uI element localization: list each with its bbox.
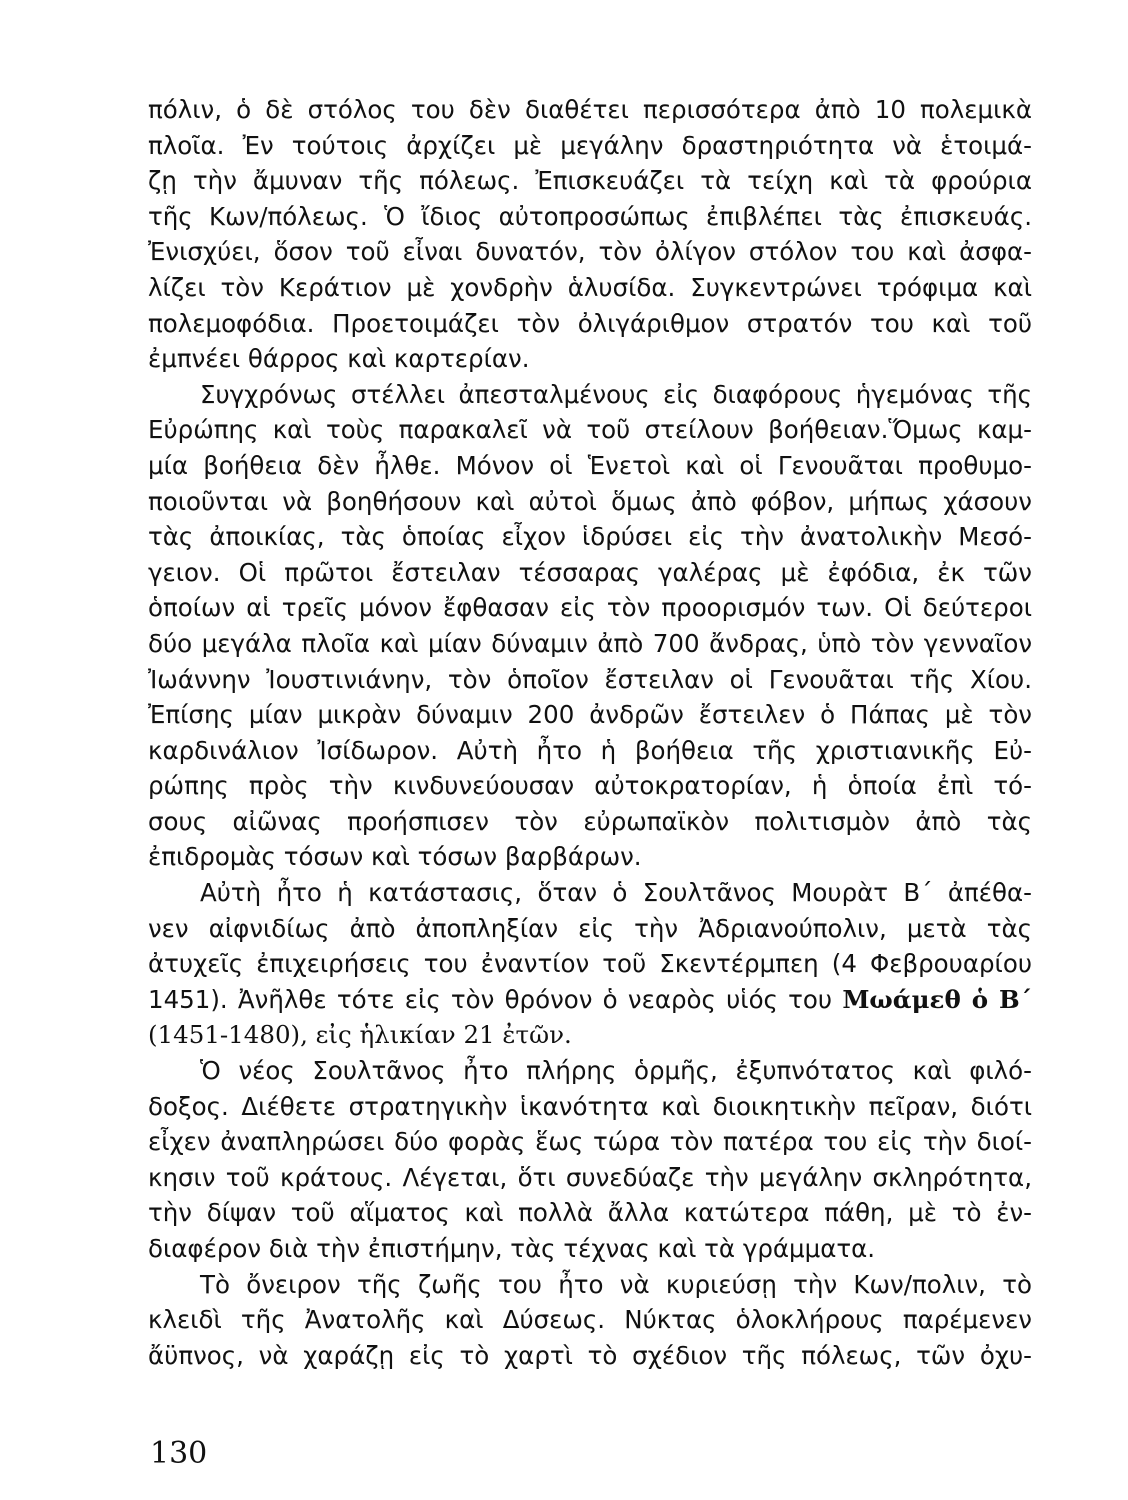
text-line: γειον. Οἱ πρῶτοι ἔστειλαν τέσσαρας γαλέρας μὲ ἐφόδια, ἐκ τῶν [148,557,1032,587]
text-line: δύο μεγάλα πλοῖα καὶ μίαν δύναμιν ἀπὸ 700 ἄνδρας, ὑπὸ τὸν γενναῖον [148,628,1032,658]
text-line: ποιοῦνται νὰ βοηθήσουν καὶ αὐτοὶ ὅμως ἀπὸ φόβον, μήπως χάσουν [148,486,1032,516]
text-line: καρδινάλιον Ἰσίδωρον. Αὐτὴ ἦτο ἡ βοήθεια τῆς χριστιανικῆς Εὐ- [148,735,1032,765]
text-line: τὰς ἀποικίας, τὰς ὁποίας εἶχον ἱδρύσει εἰς τὴν ἀνατολικὴν Μεσό- [148,522,1032,552]
text-line: πόλιν, ὁ δὲ στόλος του δὲν διαθέτει περισσότερα ἀπὸ 10 πολεμικὰ [148,95,1032,124]
text-line: ἄϋπνος, νὰ χαράζῃ εἰς τὸ χαρτὶ τὸ σχέδιον τῆς πόλεως, τῶν ὀχυ- [148,1340,1032,1370]
text-line: Συγχρόνως στέλλει ἀπεσταλμένους εἰς διαφόρους ἡγεμόνας τῆς [200,379,1032,409]
text-line: Ἐπίσης μίαν μικρὰν δύναμιν 200 ἀνδρῶν ἔστειλεν ὁ Πάπας μὲ τὸν [148,700,1032,730]
text-line: ἐπιδρομὰς τόσων καὶ τόσων βαρβάρων. [148,842,642,872]
text-line: Τὸ ὄνειρον τῆς ζωῆς του ἦτο νὰ κυριεύσῃ τὴν Κων/πολιν, τὸ [200,1269,1032,1299]
text-line: ἐμπνέει θάρρος καὶ καρτερίαν. [148,344,530,374]
text-line: μία βοήθεια δὲν ἦλθε. Μόνον οἱ Ἑνετοὶ καὶ οἱ Γενουᾶται προθυμο- [148,450,1032,480]
text-line: σους αἰῶνας προήσπισεν τὸν εὐρωπαϊκὸν πολιτισμὸν ἀπὸ τὰς [148,806,1032,836]
text-line: κησιν τοῦ κράτους. Λέγεται, ὅτι συνεδύαζε τὴν μεγάλην σκληρότητα, [148,1162,1032,1192]
text-line: εἶχεν ἀναπληρώσει δύο φορὰς ἕως τώρα τὸν πατέρα του εἰς τὴν διοί- [148,1127,1032,1157]
text-line: Ὁ νέος Σουλτᾶνος ἦτο πλήρης ὁρμῆς, ἐξυπνότατος καὶ φιλό- [200,1056,1032,1086]
text-line: δοξος. Διέθετε στρατηγικὴν ἱκανότητα καὶ διοικητικὴν πεῖραν, διότι [148,1091,1032,1121]
page-text [148,92,1032,1373]
text-line: πολεμοφόδια. Προετοιμάζει τὸν ὀλιγάριθμον στρατόν του καὶ τοῦ [148,308,1032,338]
text-line-with-name [148,982,1032,1018]
text-line: ἀτυχεῖς ἐπιχειρήσεις του ἐναντίον τοῦ Σκεντέρμπεη (4 Φεβρουαρίου [148,949,1032,979]
text-line: ζῃ τὴν ἄμυναν τῆς πόλεως. Ἐπισκευάζει τὰ τείχη καὶ τὰ φρούρια [148,166,1032,196]
text-line: κλειδὶ τῆς Ἀνατολῆς καὶ Δύσεως. Νύκτας ὁλοκλήρους παρέμενεν [148,1305,1032,1335]
page-number: 130 [150,1436,208,1471]
text-line: νεν αἰφνιδίως ἀπὸ ἀποπληξίαν εἰς τὴν Ἀδριανούπολιν, μετὰ τὰς [148,913,1032,943]
text-line: Ἰωάννην Ἰουστινιάνην, τὸν ὁποῖον ἔστειλαν οἱ Γενουᾶται τῆς Χίου. [148,664,1032,694]
text-line: ρώπης πρὸς τὴν κινδυνεύουσαν αὐτοκρατορίαν, ἡ ὁποία ἐπὶ τό- [148,771,1032,801]
text-line: Εὐρώπης καὶ τοὺς παρακαλεῖ νὰ τοῦ στείλουν βοήθειαν.Ὅμως καμ- [148,415,1032,445]
text-line: τὴν δίψαν τοῦ αἵματος καὶ πολλὰ ἄλλα κατώτερα πάθη, μὲ τὸ ἐν- [148,1198,1032,1228]
text-line: πλοῖα. Ἐν τούτοις ἀρχίζει μὲ μεγάλην δραστηριότητα νὰ ἑτοιμά- [148,130,1032,160]
sultan-name: Μωάμεθ ὁ Β΄ [842,984,1033,1014]
text-line: 1451). Ἀνῆλθε τότε εἰς τὸν θρόνον ὁ νεαρὸς υἱός του [148,984,833,1014]
text-line: διαφέρον διὰ τὴν ἐπιστήμην, τὰς τέχνας καὶ τὰ γράμματα. [148,1234,876,1263]
text-line: τῆς Κων/πόλεως. Ὁ ἴδιος αὐτοπροσώπως ἐπιβλέπει τὰς ἐπισκευάς. [148,201,1032,231]
text-line: ὁποίων αἱ τρεῖς μόνον ἔφθασαν εἰς τὸν προορισμόν των. Οἱ δεύτεροι [148,593,1032,623]
text-line: Αὐτὴ ἦτο ἡ κατάστασις, ὅταν ὁ Σουλτᾶνος Μουρὰτ Β΄ ἀπέθα- [200,878,1032,908]
text-line: (1451-1480), εἰς ἡλικίαν 21 ἐτῶν. [148,1020,572,1050]
text-line: Ἐνισχύει, ὅσον τοῦ εἶναι δυνατόν, τὸν ὀλίγον στόλον του καὶ ἀσφα- [148,237,1032,267]
text-line: λίζει τὸν Κεράτιον μὲ χονδρὴν ἁλυσίδα. Συγκεντρώνει τρόφιμα καὶ [148,272,1032,302]
